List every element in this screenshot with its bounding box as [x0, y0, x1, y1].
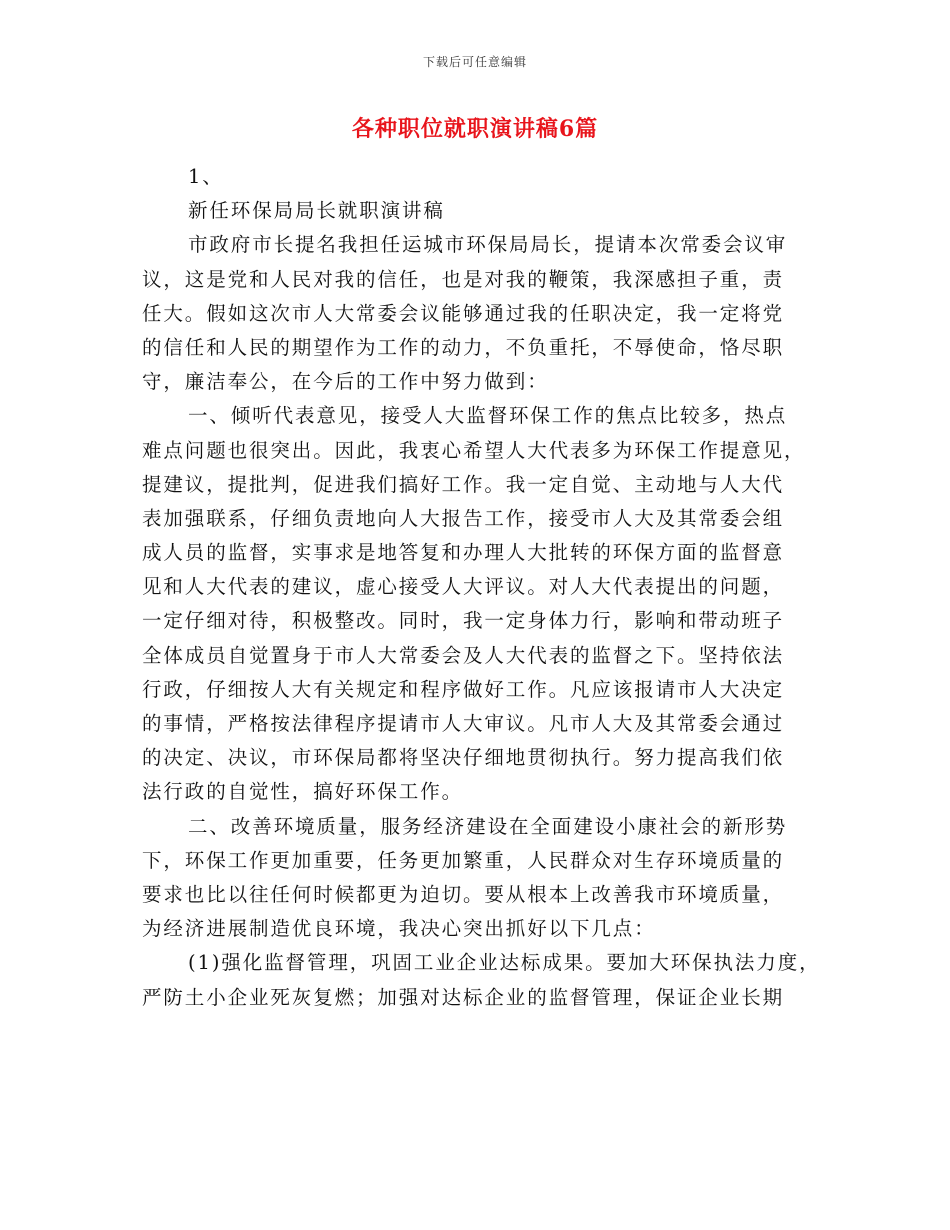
body-line: 市政府市长提名我担任运城市环保局局长，提请本次常委会议审: [188, 233, 788, 257]
body-line: 守，廉洁奉公，在今后的工作中努力做到：: [142, 370, 549, 394]
body-line: 难点问题也很突出。因此，我衷心希望人大代表多为环保工作提意见，: [142, 438, 806, 462]
body-line: 法行政的自觉性，搞好环保工作。: [142, 780, 464, 804]
body-line: 一、倾听代表意见，接受人大监督环保工作的焦点比较多，热点: [188, 404, 788, 428]
body-line: 的事情，严格按法律程序提请市人大审议。凡市人大及其常委会通过: [142, 712, 785, 735]
body-line: 议，这是党和人民对我的信任，也是对我的鞭策，我深感担子重，责: [142, 267, 785, 291]
document-title: 各种职位就职演讲稿6篇: [351, 116, 599, 142]
body-line: 要求也比以往任何时候都更为迫切。要从根本上改善我市环境质量，: [142, 882, 785, 906]
body-line: 表加强联系，仔细负责地向人大报告工作，接受市人大及其常委会组: [142, 506, 785, 530]
body-line: 二、改善环境质量，服务经济建设在全面建设小康社会的新形势: [188, 814, 788, 838]
body-line: 提建议，提批判，促进我们搞好工作。我一定自觉、主动地与人大代: [142, 472, 785, 496]
document-body: [142, 160, 822, 1015]
body-line: 成人员的监督，实事求是地答复和办理人大批转的环保方面的监督意: [142, 541, 785, 565]
body-line: 的决定、决议，市环保局都将坚决仔细地贯彻执行。努力提高我们依: [142, 746, 785, 770]
body-line: 严防土小企业死灰复燃；加强对达标企业的监督管理，保证企业长期: [142, 985, 785, 1009]
body-line: (1)强化监督管理，巩固工业企业达标成果。要加大环保执法力度，: [188, 951, 821, 975]
body-line: 见和人大代表的建议，虚心接受人大评议。对人大代表提出的问题，: [142, 575, 785, 599]
body-line: 新任环保局局长就职演讲稿: [188, 199, 445, 223]
body-line: 任大。假如这次市人大常委会议能够通过我的任职决定，我一定将党: [142, 301, 785, 325]
body-line: 全体成员自觉置身于市人大常委会及人大代表的监督之下。坚持依法: [142, 643, 785, 667]
body-line: 为经济进展制造优良环境，我决心突出抓好以下几点：: [142, 917, 656, 941]
header-note: 下载后可任意编辑: [422, 55, 527, 69]
body-line: 一定仔细对待，积极整改。同时，我一定身体力行，影响和带动班子: [142, 609, 785, 633]
body-line: 行政，仔细按人大有关规定和程序做好工作。凡应该报请市人大决定: [142, 677, 785, 701]
body-line: 1、: [188, 165, 224, 188]
body-line: 下，环保工作更加重要，任务更加繁重，人民群众对生存环境质量的: [142, 848, 785, 872]
body-line: 的信任和人民的期望作为工作的动力，不负重托，不辱使命，恪尽职: [142, 335, 785, 359]
